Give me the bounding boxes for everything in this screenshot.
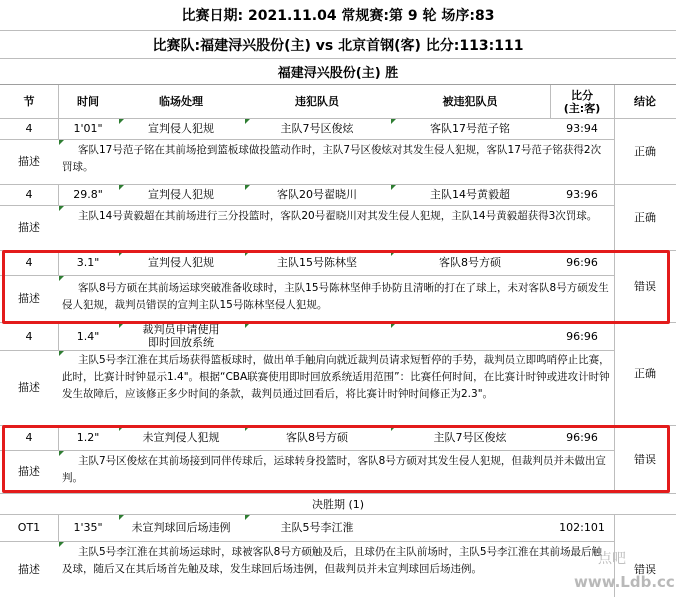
cell-marker xyxy=(391,119,396,124)
cell-marker xyxy=(245,515,250,520)
cell-verdict: 正确 xyxy=(634,367,656,380)
cell-period: 4 xyxy=(25,122,33,135)
rule xyxy=(0,139,614,140)
rule xyxy=(0,205,614,206)
rule xyxy=(0,350,614,351)
col-victim: 被违犯队员 xyxy=(442,95,498,108)
cell-score: 102:101 xyxy=(559,521,605,534)
cell-ruling xyxy=(118,322,244,350)
row-description: 主队5号李江淮在其前场运球时，球被客队8号方硕触及后，且球仍在主队前场时，主队5号李江淮在其前场最后触及球，随后又在其后场首先触及球，发生球回后场违例，但裁判员并未宣判球回后场违例。 xyxy=(62,546,603,575)
cell-victim: 客队8号方硕 xyxy=(439,256,501,269)
col-offender: 违犯队员 xyxy=(295,95,339,108)
cell-score: 96:96 xyxy=(566,256,598,269)
cell-time: 29.8" xyxy=(73,188,103,201)
cell-period: OT1 xyxy=(17,521,41,534)
rule xyxy=(58,85,59,118)
cell-score: 96:96 xyxy=(566,329,598,343)
col-verdict: 结论 xyxy=(634,95,656,108)
error-highlight-box xyxy=(2,250,670,324)
cell-marker xyxy=(245,185,250,190)
column-header-row xyxy=(0,85,676,118)
cell-marker xyxy=(119,119,124,124)
cell-victim xyxy=(390,514,550,541)
cell-victim: 客队17号范子铭 xyxy=(430,122,510,135)
cell-ruling: 未宣判球回后场违例 xyxy=(131,521,231,534)
cell-time: 1.2" xyxy=(76,431,100,444)
table-row xyxy=(0,118,676,139)
desc-label: 描述 xyxy=(18,292,40,305)
cell-time: 1'01" xyxy=(73,122,103,135)
col-time: 时间 xyxy=(77,95,99,108)
cell-marker xyxy=(391,185,396,190)
cell-score: 93:94 xyxy=(566,122,598,135)
watermark-url: www.Ldb.cc xyxy=(574,573,675,591)
cell-verdict: 正确 xyxy=(634,210,656,224)
cell-victim: 主队14号黄毅超 xyxy=(430,188,510,201)
cell-offender xyxy=(244,322,390,350)
desc-label: 描述 xyxy=(18,155,40,168)
cell-victim xyxy=(390,322,550,350)
cell-verdict: 错误 xyxy=(634,279,656,293)
watermark-text: 点吧 xyxy=(598,551,626,567)
match-date-header: 比赛日期: 2021.11.04 常规赛:第 9 轮 场序:83 xyxy=(0,0,676,31)
cell-time: 1.4" xyxy=(76,329,100,343)
cell-time: 3.1" xyxy=(76,256,100,269)
cell-offender: 客队20号翟晓川 xyxy=(277,188,357,201)
cell-offender: 主队7号区俊炫 xyxy=(280,122,354,135)
desc-label: 描述 xyxy=(18,562,40,576)
cell-marker xyxy=(119,515,124,520)
cell-score: 93:96 xyxy=(566,188,598,201)
cell-ruling-line2: 即时回放系统 xyxy=(148,336,214,349)
cell-ruling: 宣判侵人犯规 xyxy=(148,188,214,201)
error-highlight-box xyxy=(2,425,670,493)
cell-marker xyxy=(245,119,250,124)
col-score xyxy=(550,85,614,118)
cell-period: 4 xyxy=(25,329,33,343)
cell-marker xyxy=(119,185,124,190)
row-description: 主队14号黄毅超在其前场进行三分投篮时，客队20号翟晓川对其发生侵人犯规，主队14号黄毅超获得3次罚球。 xyxy=(78,210,598,222)
cell-ruling: 宣判侵人犯规 xyxy=(148,122,214,135)
rule xyxy=(550,85,551,118)
cell-ruling: 未宣判侵人犯规 xyxy=(142,431,220,444)
row-description: 主队5号李江淮在其后场获得篮板球时，做出单手触肩向就近裁判员请求短暂停的手势，裁判员立即鸣哨停止比赛，此时，比赛计时钟显示1.4"。根据“CBA联赛使用即时回放系统适用范围”：比赛任何时间，在比赛计时钟或进攻计时钟发生故障后，应该修正多少时间的条款，裁判员通过回看后，将比赛计时钟时间修正为2.3"。 xyxy=(62,354,610,400)
match-result-header: 福建浔兴股份(主) 胜 xyxy=(0,59,676,85)
cell-period: 4 xyxy=(25,256,33,269)
cell-ruling: 宣判侵人犯规 xyxy=(148,256,214,269)
desc-label: 描述 xyxy=(18,465,40,478)
col-score-bottom: (主:客) xyxy=(563,101,601,115)
cell-verdict: 错误 xyxy=(634,562,656,576)
rule xyxy=(0,541,614,542)
row-description: 主队7号区俊炫在其前场接到同伴传球后，运球转身投篮时，客队8号方硕对其发生侵人犯规，但裁判员并未做出宣判。 xyxy=(62,455,606,484)
cell-offender: 主队15号陈林坚 xyxy=(277,256,357,269)
cell-verdict: 正确 xyxy=(634,144,656,158)
row-description: 客队17号范子铭在其前场抢到篮板球做投篮动作时，主队7号区俊炫对其发生侵人犯规，客队17号范子铭获得2次罚球。 xyxy=(62,144,602,173)
col-ruling: 临场处理 xyxy=(159,95,203,108)
table-row xyxy=(0,184,676,205)
cell-offender: 主队5号李江淮 xyxy=(280,521,354,534)
cell-period: 4 xyxy=(25,431,33,444)
overtime-section-label: 决胜期 (1) xyxy=(311,497,365,511)
cell-ruling-line1: 裁判员申请使用 xyxy=(142,323,220,336)
table-row xyxy=(0,514,676,541)
match-teams-header: 比赛队:福建浔兴股份(主) vs 北京首钢(客) 比分:113:111 xyxy=(0,31,676,59)
cell-score: 96:96 xyxy=(566,431,598,444)
table-row xyxy=(0,322,676,350)
col-period: 节 xyxy=(23,95,35,108)
cell-offender: 客队8号方硕 xyxy=(286,431,348,444)
row-description: 客队8号方硕在其前场运球突破准备收球时，主队15号陈林坚伸手协防且清晰的打在了球上，未对客队8号方硕发生侵人犯规，裁判员错误的宣判主队15号陈林坚侵人犯规。 xyxy=(62,282,609,311)
desc-label: 描述 xyxy=(18,381,40,394)
cell-period: 4 xyxy=(25,188,33,201)
desc-label: 描述 xyxy=(18,221,40,234)
cell-verdict: 错误 xyxy=(634,452,656,466)
cell-time: 1'35" xyxy=(73,521,103,534)
col-score-top: 比分 xyxy=(571,88,593,102)
cell-victim: 主队7号区俊炫 xyxy=(433,431,507,444)
